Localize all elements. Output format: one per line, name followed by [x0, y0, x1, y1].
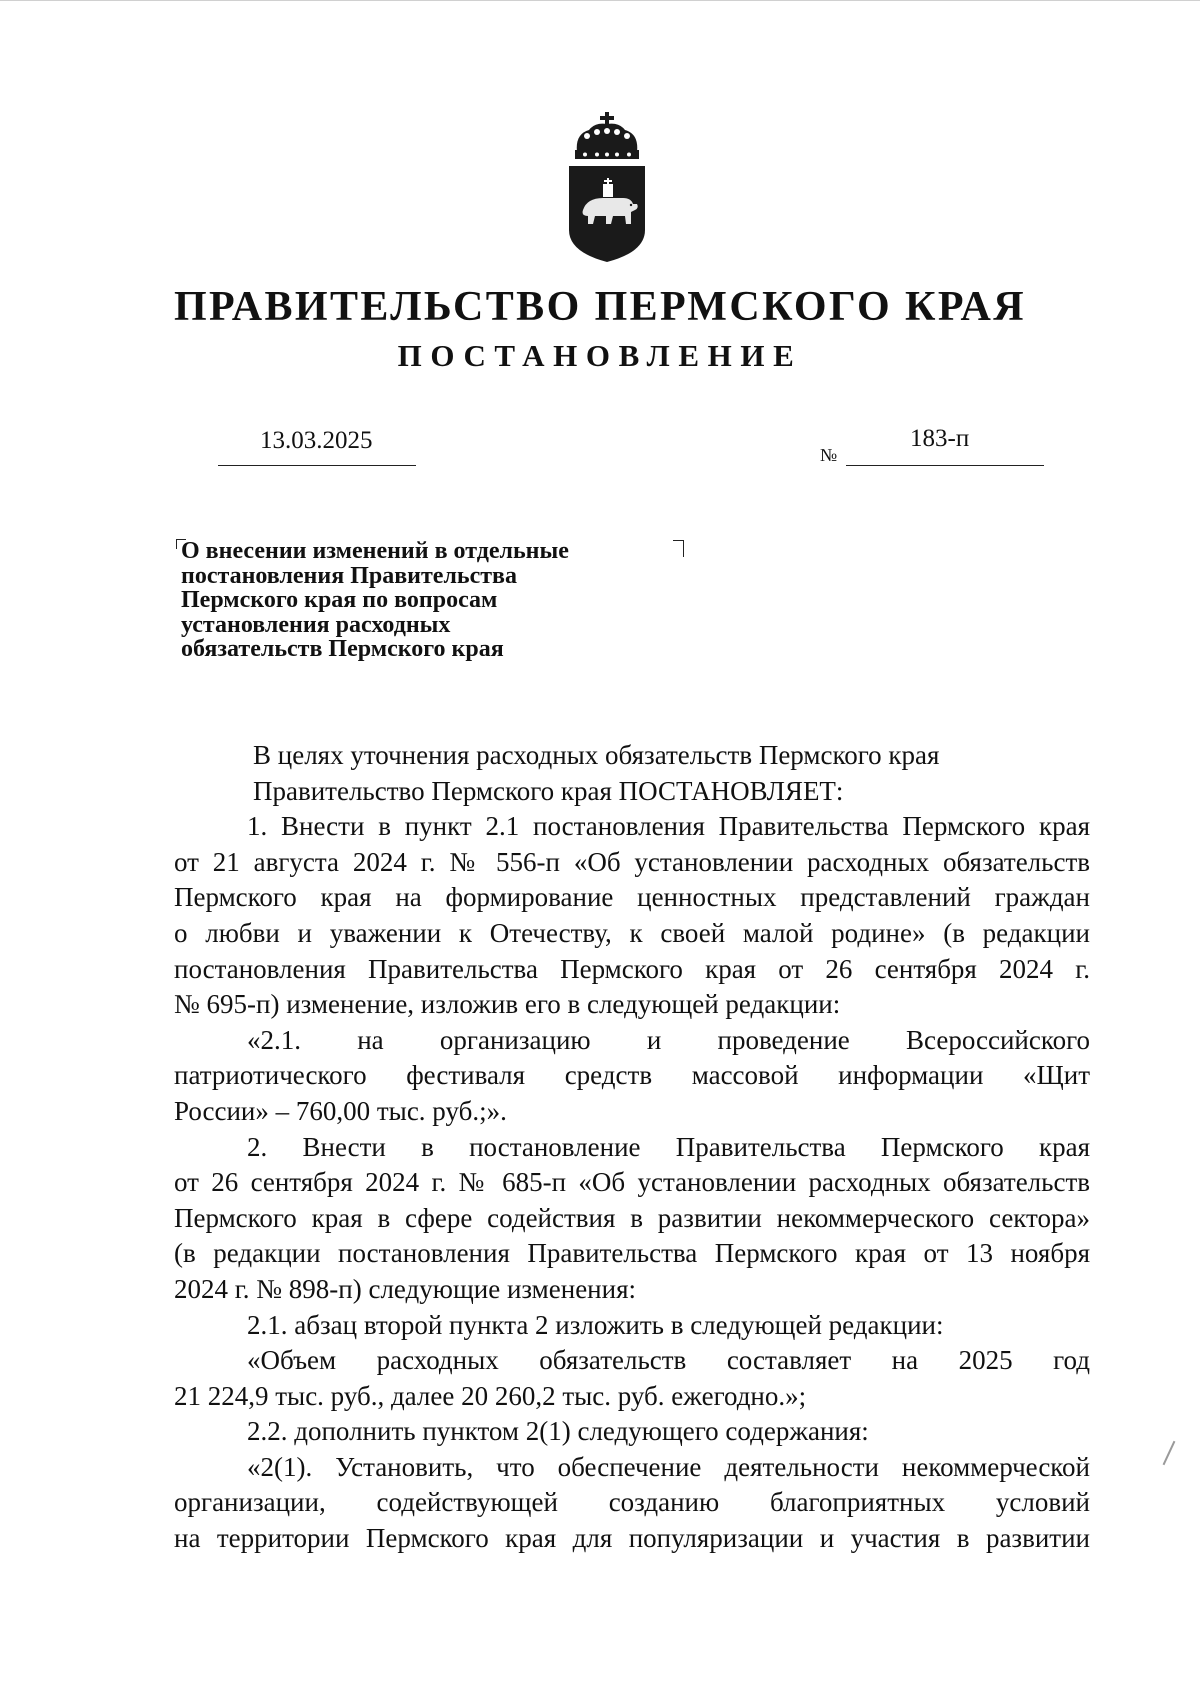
body-line: В целях уточнения расходных обязательств Пермского края: [253, 740, 940, 770]
organization-title: ПРАВИТЕЛЬСТВО ПЕРМСКОГО КРАЯ: [173, 284, 1026, 330]
body-line: 1. Внести в пункт 2.1 постановления Правительства Пермского края: [247, 811, 1090, 842]
subject-line: обязательств Пермского края: [181, 636, 504, 662]
body-line: «2.1. на организацию и проведение Всероссийского: [247, 1024, 1090, 1055]
body-line: № 695-п) изменение, изложив его в следующей редакции:: [174, 989, 841, 1020]
body-line: 2. Внести в постановление Правительства Пермского края: [247, 1131, 1090, 1162]
document-date: 13.03.2025: [260, 427, 373, 454]
document-body: [174, 738, 1090, 1557]
date-field: [218, 423, 416, 466]
scan-artifact: [0, 0, 1200, 1]
subject-line: Пермского края по вопросам: [181, 587, 498, 613]
body-line: от 21 августа 2024 г. № 556-п «Об установлении расходных обязательств: [174, 846, 1090, 877]
body-line: (в редакции постановления Правительства Пермского края от 13 ноября: [174, 1238, 1090, 1269]
document-subject: [181, 539, 651, 662]
body-line: 2.1. абзац второй пункта 2 изложить в следующей редакции:: [247, 1309, 944, 1340]
body-line: от 26 сентября 2024 г. № 685-п «Об установлении расходных обязательств: [174, 1167, 1090, 1198]
body-line: Правительство Пермского края ПОСТАНОВЛЯЕТ:: [253, 775, 844, 806]
scan-artifact: [1163, 1441, 1176, 1465]
number-field: [846, 423, 1044, 466]
body-line: «2(1). Установить, что обеспечение деятельности некоммерческой: [247, 1451, 1090, 1482]
subject-corner-right: [673, 540, 684, 557]
body-line: России» – 760,00 тыс. руб.;».: [174, 1095, 507, 1126]
document-type: ПОСТАНОВЛЕНИЕ: [397, 338, 803, 373]
coat-of-arms-icon: [565, 112, 649, 262]
body-line: Пермского края в сфере содействия в развитии некоммерческого сектора»: [174, 1202, 1090, 1233]
subject-line: О внесении изменений в отдельные: [181, 538, 569, 564]
body-line: патриотического фестиваля средств массовой информации «Щит: [174, 1060, 1090, 1091]
body-line: 21 224,9 тыс. руб., далее 20 260,2 тыс. руб. ежегодно.»;: [174, 1380, 807, 1411]
body-line: на территории Пермского края для популяризации и участия в развитии: [174, 1523, 1090, 1554]
number-sign: №: [820, 445, 838, 465]
body-line: постановления Правительства Пермского края от 26 сентября 2024 г.: [174, 953, 1090, 984]
body-line: «Объем расходных обязательств составляет на 2025 год: [247, 1345, 1090, 1376]
body-line: Пермского края на формирование ценностных представлений граждан: [174, 882, 1090, 913]
body-line: организации, содействующей созданию благоприятных условий: [174, 1487, 1090, 1518]
document-number: 183-п: [910, 425, 970, 452]
body-line: 2.2. дополнить пунктом 2(1) следующего содержания:: [247, 1416, 869, 1447]
body-line: 2024 г. № 898-п) следующие изменения:: [174, 1273, 636, 1304]
subject-line: постановления Правительства: [181, 562, 517, 589]
subject-line: установления расходных: [181, 611, 451, 638]
body-line: о любви и уважении к Отечеству, к своей малой родине» (в редакции: [174, 917, 1090, 948]
